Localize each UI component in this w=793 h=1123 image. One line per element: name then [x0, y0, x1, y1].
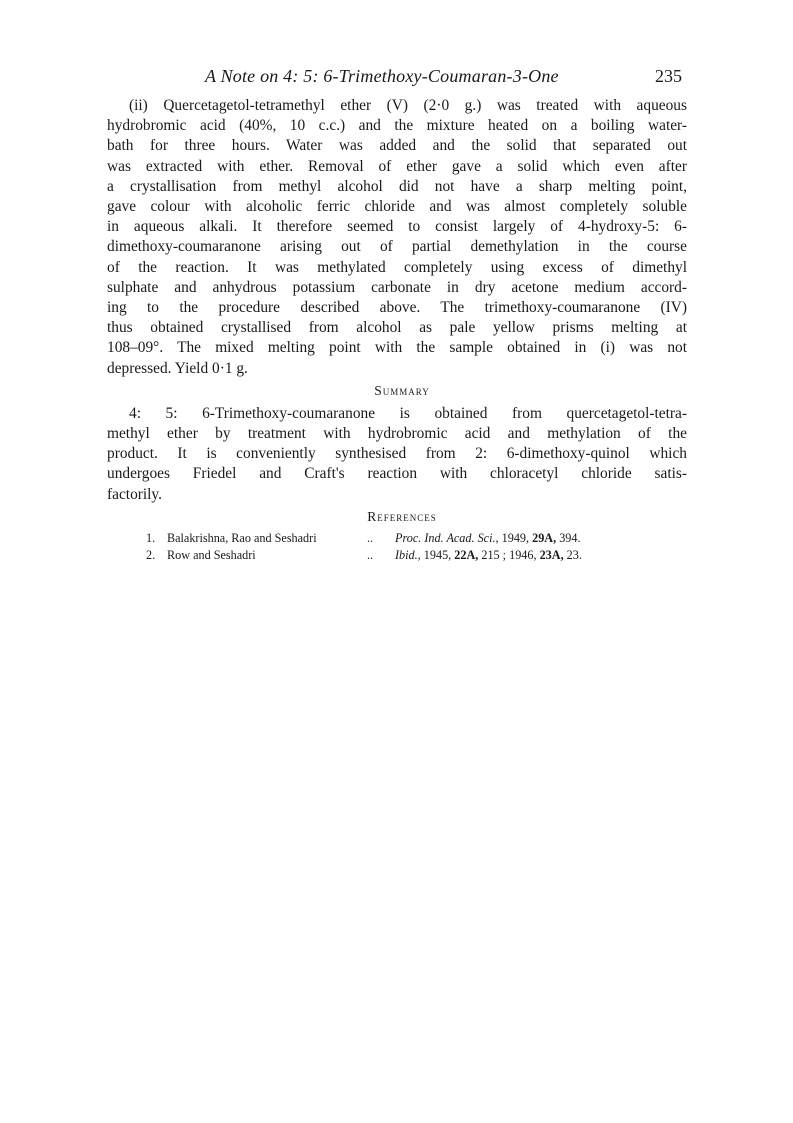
text-line: 108–09°. The mixed melting point with the sample obtained in (i) was not: [107, 339, 687, 357]
reference-authors: Row and Seshadri: [167, 547, 256, 562]
reference-source: [395, 530, 581, 547]
reference-separator: ..: [367, 547, 374, 562]
references-heading: References: [367, 508, 437, 524]
journal-page: [107, 62, 687, 564]
reference-pages: 394.: [559, 530, 581, 545]
reference-pages: 215 ;: [481, 547, 507, 562]
running-header: [107, 62, 687, 92]
reference-number: 1.: [146, 530, 156, 545]
reference-volume: 23A,: [539, 547, 564, 562]
text-line: dimethoxy-coumaranone arising out of partial demethylation in the course: [107, 238, 687, 256]
page-number: 235: [655, 66, 682, 86]
text-line: gave colour with alcoholic ferric chloride and was almost completely soluble: [107, 198, 687, 216]
text-line: in aqueous alkali. It therefore seemed to consist largely of 4-hydroxy-5: 6-: [107, 218, 687, 236]
text-line: undergoes Friedel and Craft's reaction with chloracetyl chloride satis-: [107, 465, 687, 483]
reference-year: 1945,: [423, 547, 452, 562]
reference-separator: ..: [367, 530, 374, 545]
reference-journal: Proc. Ind. Acad. Sci.,: [395, 530, 499, 545]
reference-item: [107, 547, 687, 564]
text-line: factorily.: [107, 485, 162, 503]
reference-journal: Ibid.,: [395, 547, 421, 562]
reference-source: [395, 547, 582, 564]
text-line: (ii) Quercetagetol-tetramethyl ether (V) (2·0 g.) was treated with aqueous: [129, 97, 687, 114]
reference-volume: 22A,: [454, 547, 479, 562]
text-line: a crystallisation from methyl alcohol did not have a sharp melting point,: [107, 177, 687, 195]
reference-list: [107, 530, 687, 564]
text-line: methyl ether by treatment with hydrobromic acid and methylation of the: [107, 425, 687, 443]
text-line: was extracted with ether. Removal of ether gave a solid which even after: [107, 157, 687, 175]
reference-item: [107, 530, 687, 547]
text-line: product. It is conveniently synthesised from 2: 6-dimethoxy-quinol which: [107, 445, 687, 463]
summary-paragraph: [107, 404, 687, 505]
text-line: depressed. Yield 0·1 g.: [107, 359, 248, 377]
text-line: ing to the procedure described above. The trimethoxy-coumaranone (IV): [107, 299, 687, 317]
reference-year: 1946,: [509, 547, 537, 562]
body-paragraph: [107, 96, 687, 379]
text-line: bath for three hours. Water was added and the solid that separated out: [107, 137, 687, 155]
reference-number: 2.: [146, 547, 156, 562]
reference-year: 1949,: [501, 530, 530, 545]
text-line: 4: 5: 6-Trimethoxy-coumaranone is obtained from quercetagetol-tetra-: [129, 404, 687, 422]
running-title: A Note on 4: 5: 6-Trimethoxy-Coumaran-3-One: [205, 66, 559, 86]
text-line: of the reaction. It was methylated completely using excess of dimethyl: [107, 258, 687, 276]
reference-authors: Balakrishna, Rao and Seshadri: [167, 530, 317, 545]
text-line: sulphate and anhydrous potassium carbonate in dry acetone medium accord-: [107, 278, 687, 296]
summary-heading: Summary: [374, 382, 430, 398]
text-line: hydrobromic acid (40%, 10 c.c.) and the mixture heated on a boiling water-: [107, 117, 687, 135]
reference-volume: 29A,: [532, 530, 557, 545]
reference-pages: 23.: [566, 547, 582, 562]
text-line: thus obtained crystallised from alcohol as pale yellow prisms melting at: [107, 319, 687, 337]
